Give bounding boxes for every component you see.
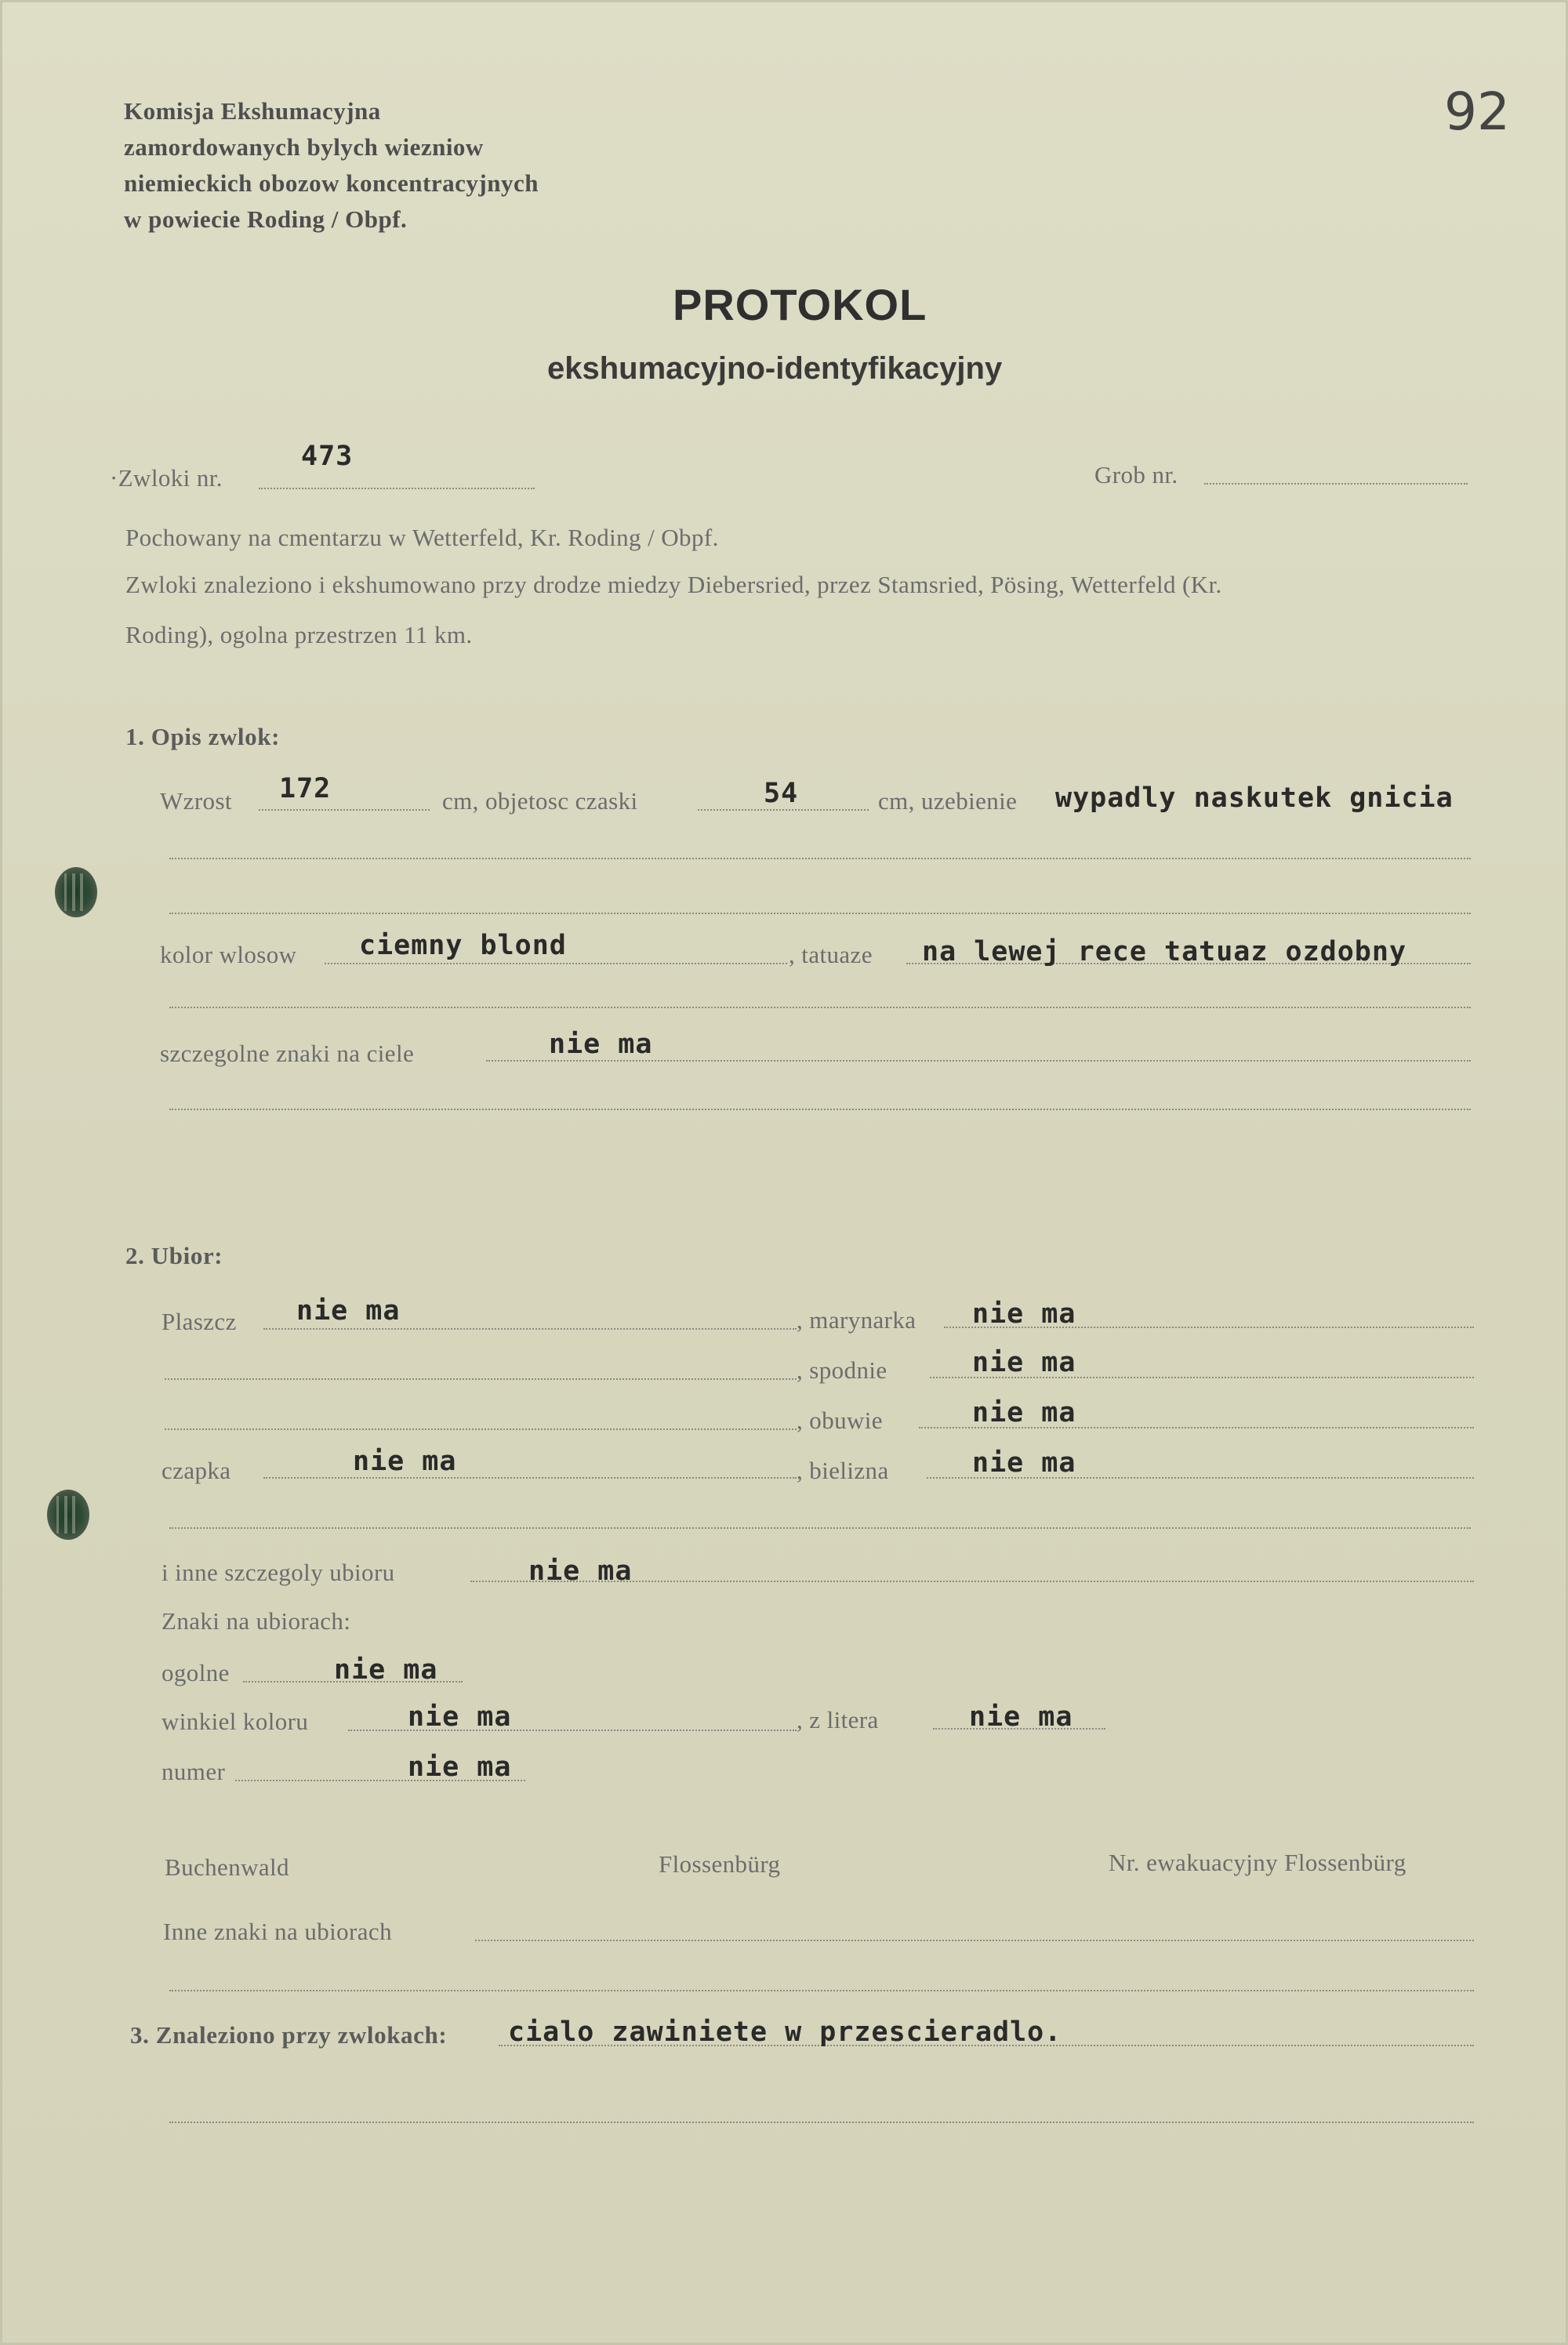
dotted-line bbox=[263, 1328, 797, 1330]
pochowany-text: Pochowany na cmentarzu w Wetterfeld, Kr. Roding / Obpf. bbox=[125, 524, 719, 551]
winkiel-label: winkiel koloru bbox=[162, 1708, 309, 1735]
numer-value: nie ma bbox=[408, 1751, 512, 1783]
znaki-cialo-label: szczegolne znaki na ciele bbox=[160, 1040, 415, 1067]
marynarka-value: nie ma bbox=[972, 1298, 1076, 1330]
header-line-3: niemieckich obozow koncentracyjnych bbox=[124, 169, 539, 197]
czaszka-value: 54 bbox=[764, 778, 799, 809]
dotted-line bbox=[698, 809, 869, 811]
ogolne-label: ogolne bbox=[162, 1659, 230, 1686]
marynarka-label: , marynarka bbox=[797, 1306, 916, 1334]
section-3-heading: 3. Znaleziono przy zwlokach: bbox=[130, 2021, 448, 2049]
znaki-cialo-value: nie ma bbox=[549, 1029, 653, 1060]
zwloki-number: 473 bbox=[301, 441, 354, 472]
znaleziono-line-2: Roding), ogolna przestrzen 11 km. bbox=[125, 621, 473, 648]
zwloki-label: ·Zwloki nr. bbox=[110, 464, 223, 492]
bielizna-value: nie ma bbox=[972, 1447, 1076, 1479]
spodnie-value: nie ma bbox=[972, 1347, 1076, 1378]
spodnie-label: , spodnie bbox=[797, 1356, 887, 1384]
dotted-line bbox=[259, 809, 430, 811]
dotted-line bbox=[169, 913, 1471, 914]
dotted-line bbox=[169, 858, 1471, 859]
czapka-label: czapka bbox=[162, 1457, 231, 1484]
czapka-value: nie ma bbox=[353, 1446, 457, 1477]
dotted-line bbox=[165, 1428, 797, 1430]
czaszka-label: cm, objetosc czaski bbox=[442, 787, 638, 815]
document-title: PROTOKOL bbox=[673, 280, 927, 329]
document-subtitle: ekshumacyjno-identyfikacyjny bbox=[547, 351, 1003, 386]
wzrost-label: Wzrost bbox=[160, 787, 232, 815]
page-number: 92 bbox=[1444, 82, 1510, 142]
dotted-line bbox=[325, 963, 787, 964]
section-1-heading: 1. Opis zwlok: bbox=[125, 723, 281, 750]
grob-label: Grob nr. bbox=[1094, 461, 1178, 488]
litera-label: , z litera bbox=[797, 1706, 879, 1733]
dotted-line bbox=[1204, 483, 1468, 485]
dotted-line bbox=[169, 2122, 1474, 2123]
plaszcz-value: nie ma bbox=[296, 1295, 401, 1327]
buchenwald-label: Buchenwald bbox=[165, 1853, 289, 1881]
tatuaze-label: , tatuaze bbox=[789, 941, 873, 968]
dotted-line bbox=[259, 488, 535, 489]
punch-hole-bottom bbox=[47, 1490, 89, 1540]
bielizna-label: , bielizna bbox=[797, 1457, 889, 1484]
dotted-line bbox=[475, 1940, 1474, 1941]
section-3-value: cialo zawiniete w przescieradlo. bbox=[508, 2016, 1062, 2048]
dotted-line bbox=[263, 1477, 797, 1479]
numer-label: numer bbox=[162, 1758, 226, 1785]
kolor-label: kolor wlosow bbox=[160, 941, 297, 968]
obuwie-label: , obuwie bbox=[797, 1407, 883, 1434]
dotted-line bbox=[169, 1109, 1471, 1110]
inne-ubior-label: i inne szczegoly ubioru bbox=[162, 1559, 395, 1586]
section-2-heading: 2. Ubior: bbox=[125, 1242, 223, 1269]
dotted-line bbox=[169, 1527, 1471, 1529]
uzebienie-label: cm, uzebienie bbox=[878, 787, 1018, 815]
tatuaze-value: na lewej rece tatuaz ozdobny bbox=[922, 936, 1407, 967]
header-line-4: w powiecie Roding / Obpf. bbox=[124, 205, 408, 233]
punch-hole-top bbox=[55, 867, 97, 917]
obuwie-value: nie ma bbox=[972, 1397, 1076, 1428]
znaki-ubiorach-label: Znaki na ubiorach: bbox=[162, 1607, 351, 1635]
kolor-value: ciemny blond bbox=[359, 930, 567, 961]
plaszcz-label: Plaszcz bbox=[162, 1308, 237, 1335]
dotted-line bbox=[169, 1007, 1471, 1008]
nr-ewakuacyjny-label: Nr. ewakuacyjny Flossenbürg bbox=[1109, 1849, 1406, 1876]
dotted-line bbox=[486, 1060, 1471, 1062]
inne-ubior-value: nie ma bbox=[528, 1555, 633, 1587]
flossenburg-label: Flossenbürg bbox=[659, 1850, 781, 1878]
uzebienie-value: wypadly naskutek gnicia bbox=[1055, 782, 1454, 814]
dotted-line bbox=[165, 1378, 797, 1380]
litera-value: nie ma bbox=[969, 1701, 1073, 1733]
ogolne-value: nie ma bbox=[334, 1654, 438, 1686]
header-line-2: zamordowanych bylych wiezniow bbox=[124, 133, 484, 161]
winkiel-value: nie ma bbox=[408, 1701, 512, 1733]
header-line-1: Komisja Ekshumacyjna bbox=[124, 97, 381, 125]
wzrost-value: 172 bbox=[279, 773, 332, 804]
inne-znaki-label: Inne znaki na ubiorach bbox=[163, 1918, 392, 1945]
znaleziono-line-1: Zwloki znaleziono i ekshumowano przy drodze miedzy Diebersried, przez Stamsried, Pösing, Wetterfeld (Kr. bbox=[125, 571, 1222, 598]
dotted-line bbox=[169, 1990, 1474, 1991]
